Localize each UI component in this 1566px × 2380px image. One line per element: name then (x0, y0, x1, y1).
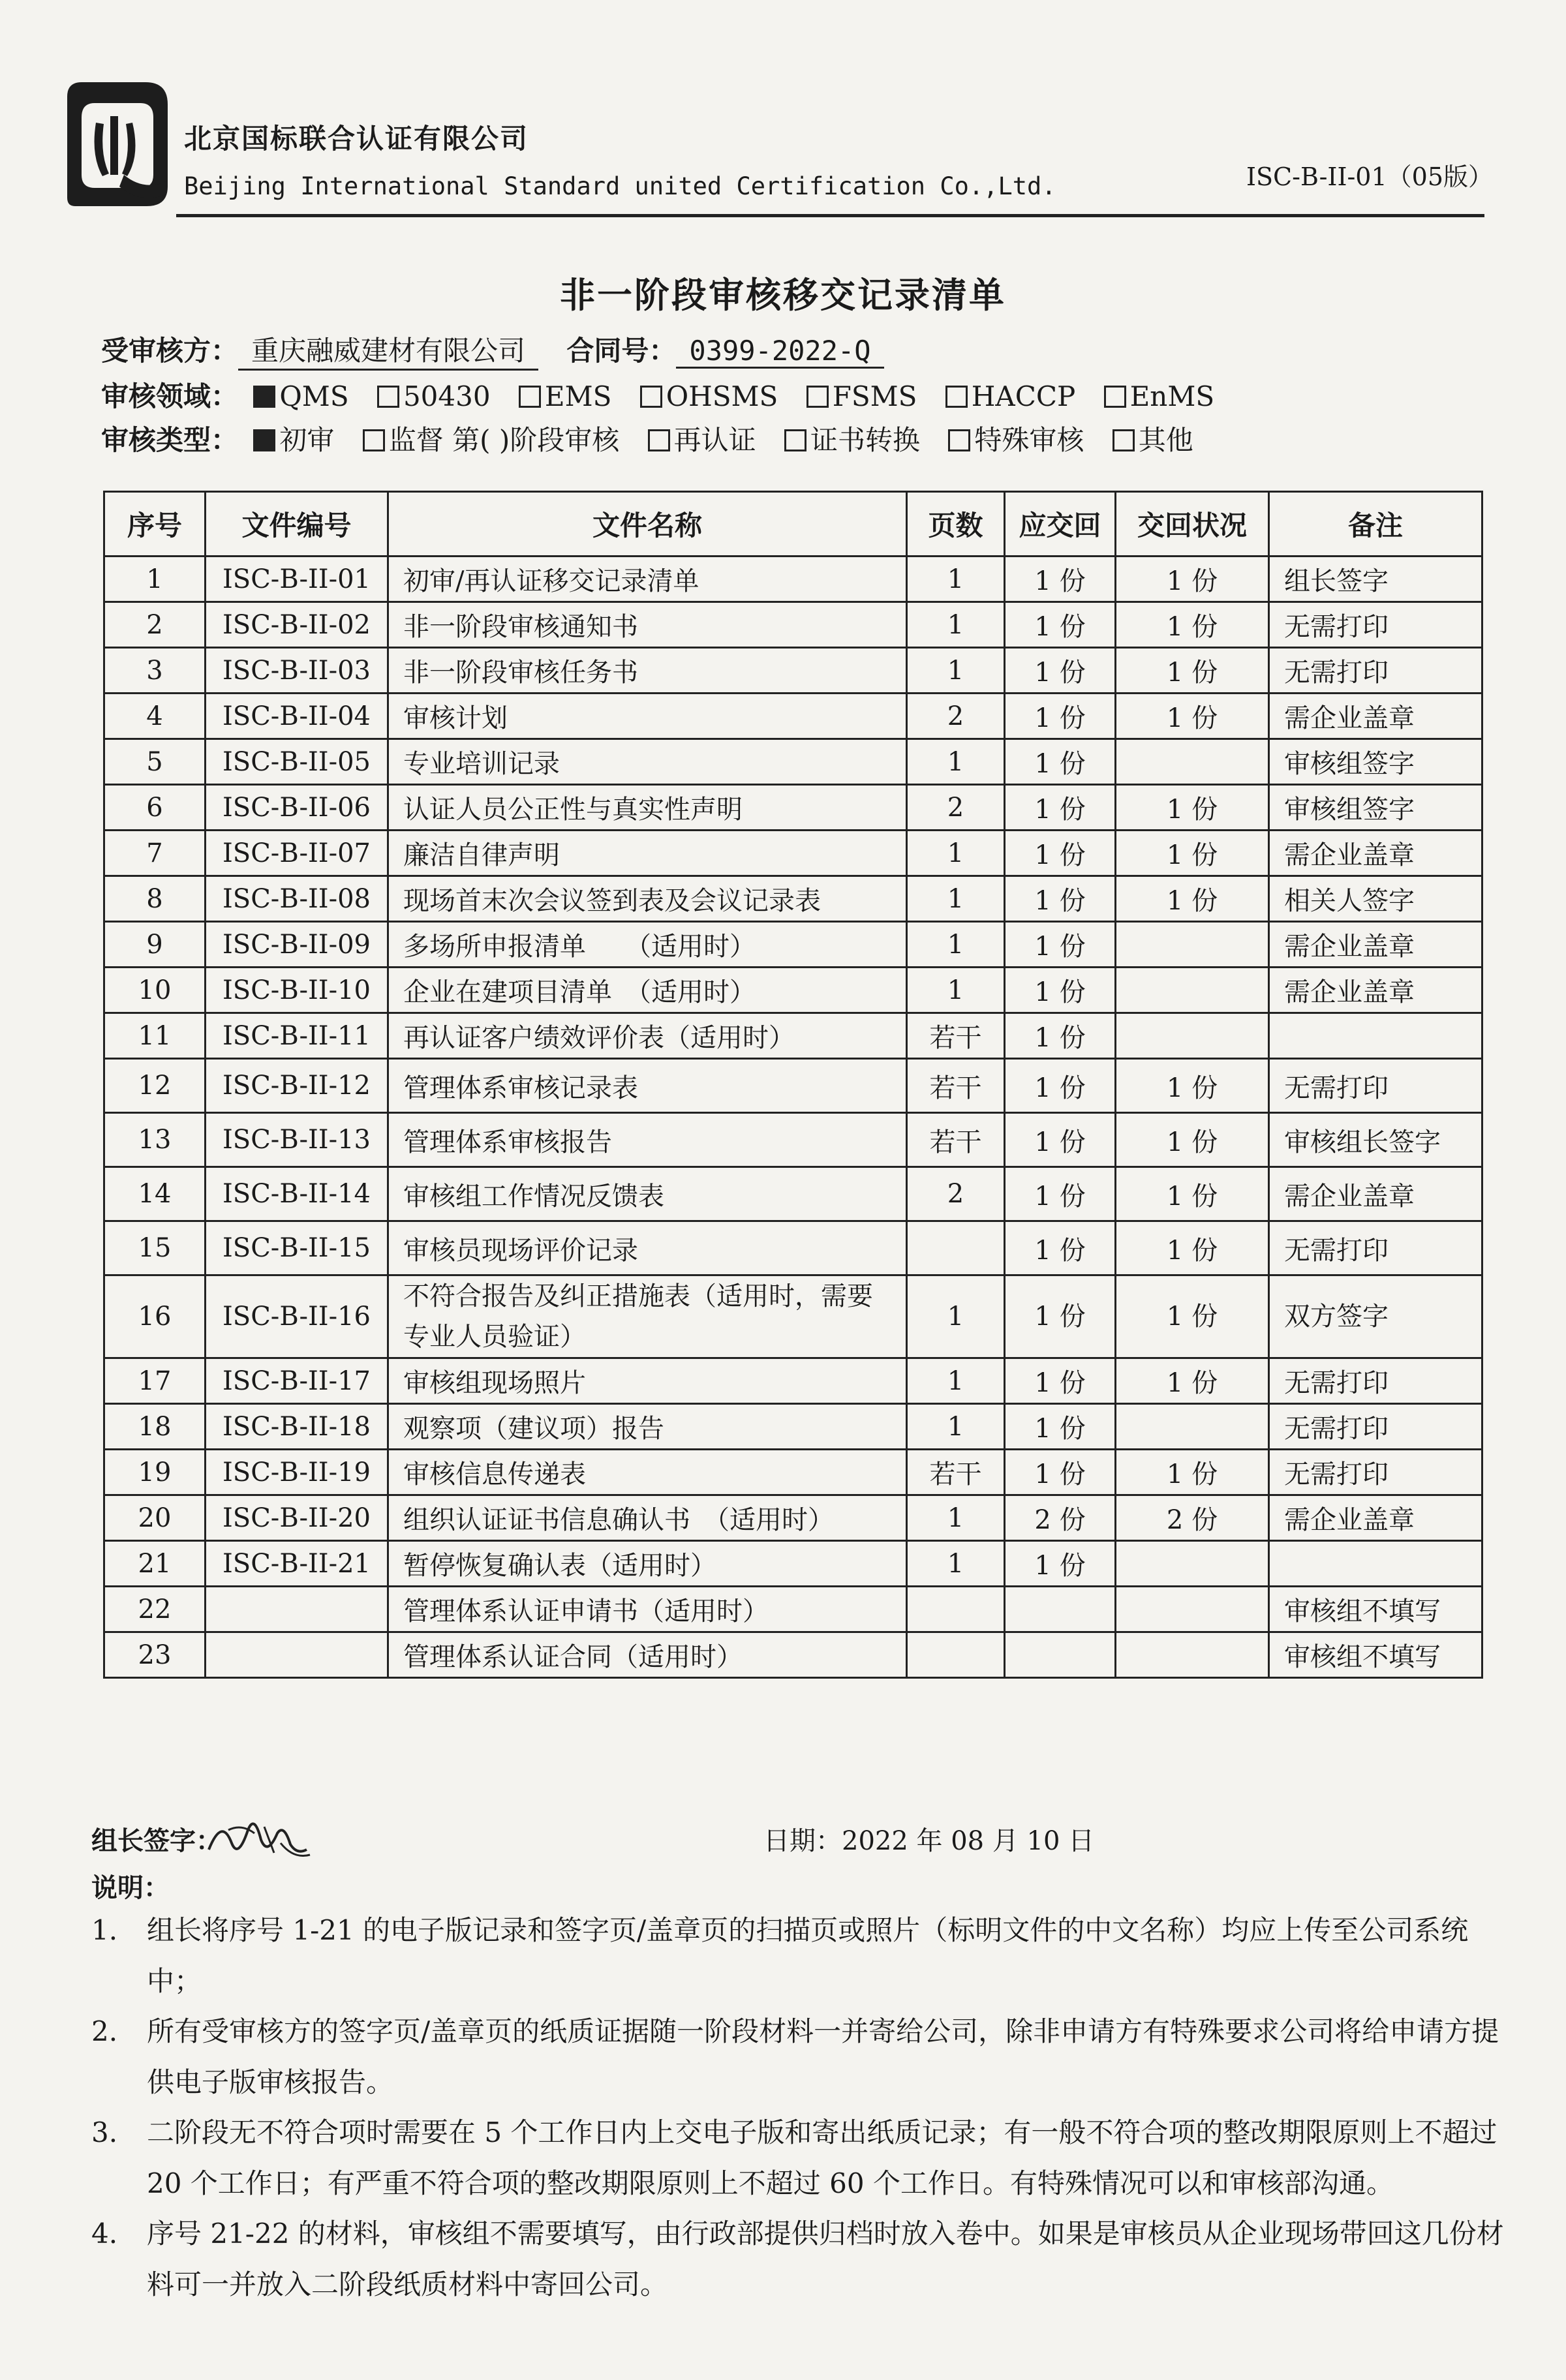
cell-due: 1 份 (1005, 1541, 1116, 1587)
cell-remarks: 需企业盖章 (1269, 1495, 1482, 1541)
cell-remarks: 相关人签字 (1269, 876, 1482, 922)
cell-remarks: 组长签字 (1269, 557, 1482, 602)
cell-pages: 若干 (907, 1450, 1005, 1495)
cell-seq: 21 (104, 1541, 206, 1587)
cell-remarks (1269, 1541, 1482, 1587)
cell-returned: 1 份 (1116, 831, 1269, 876)
cell-doc-name: 再认证客户绩效评价表（适用时） (388, 1013, 907, 1059)
cell-seq: 14 (104, 1167, 206, 1221)
cell-pages (907, 1632, 1005, 1678)
cell-seq: 7 (104, 831, 206, 876)
date: 日期：2022 年 08 月 10 日 (763, 1826, 1095, 1856)
cell-due: 2 份 (1005, 1495, 1116, 1541)
table-body (104, 557, 1482, 1678)
cell-pages (907, 1221, 1005, 1275)
table-row (104, 1013, 1482, 1059)
cell-doc-code: ISC-B-II-10 (206, 968, 388, 1013)
header-doc-name: 文件名称 (388, 492, 907, 557)
cell-due: 1 份 (1005, 1404, 1116, 1450)
cell-remarks: 双方签字 (1269, 1275, 1482, 1358)
cell-doc-code: ISC-B-II-02 (206, 602, 388, 648)
cell-returned: 2 份 (1116, 1495, 1269, 1541)
cell-pages (907, 1587, 1005, 1632)
checkbox-icon (1104, 386, 1126, 408)
cell-doc-name: 不符合报告及纠正措施表（适用时，需要专业人员验证） (388, 1275, 907, 1358)
cell-doc-name: 审核组工作情况反馈表 (388, 1167, 907, 1221)
cell-remarks: 无需打印 (1269, 648, 1482, 694)
cell-returned: 1 份 (1116, 1113, 1269, 1167)
cell-doc-name: 廉洁自律声明 (388, 831, 907, 876)
notes-title: 说明： (91, 1872, 170, 1903)
cell-pages: 1 (907, 831, 1005, 876)
transfer-record-table (103, 491, 1483, 1679)
cell-seq: 5 (104, 739, 206, 785)
cell-remarks: 审核组签字 (1269, 785, 1482, 831)
cell-due (1005, 1632, 1116, 1678)
cell-returned: 1 份 (1116, 648, 1269, 694)
cell-due: 1 份 (1005, 1113, 1116, 1167)
domain-label: 审核领域： (101, 380, 239, 412)
contract-label: 合同号： (566, 335, 677, 367)
cell-returned (1116, 1404, 1269, 1450)
type-option-initial[interactable]: 初审 (247, 424, 334, 456)
table-row (104, 831, 1482, 876)
cell-seq: 13 (104, 1113, 206, 1167)
cell-returned: 1 份 (1116, 1167, 1269, 1221)
domain-option-ems[interactable]: EMS (512, 380, 611, 412)
contract-value: 0399-2022-Q (676, 335, 883, 369)
cell-pages: 若干 (907, 1059, 1005, 1113)
cell-remarks: 需企业盖章 (1269, 1167, 1482, 1221)
table-row (104, 968, 1482, 1013)
cell-returned: 1 份 (1116, 785, 1269, 831)
domain-option-50430[interactable]: 50430 (371, 380, 491, 412)
cell-doc-name: 非一阶段审核任务书 (388, 648, 907, 694)
cell-doc-code: ISC-B-II-17 (206, 1358, 388, 1404)
cell-seq: 11 (104, 1013, 206, 1059)
cell-returned: 1 份 (1116, 602, 1269, 648)
cell-seq: 1 (104, 557, 206, 602)
cell-pages: 1 (907, 1358, 1005, 1404)
cell-returned: 1 份 (1116, 876, 1269, 922)
cell-doc-code: ISC-B-II-12 (206, 1059, 388, 1113)
cell-remarks: 无需打印 (1269, 1404, 1482, 1450)
company-logo (62, 77, 173, 211)
cell-doc-code: ISC-B-II-04 (206, 694, 388, 739)
cell-returned: 1 份 (1116, 557, 1269, 602)
cell-pages: 1 (907, 1541, 1005, 1587)
table-header-row (104, 492, 1482, 557)
cell-due: 1 份 (1005, 876, 1116, 922)
cell-pages: 1 (907, 1275, 1005, 1358)
checkbox-icon (1113, 429, 1135, 451)
header-doc-code: 文件编号 (206, 492, 388, 557)
cell-seq: 18 (104, 1404, 206, 1450)
checkbox-icon (806, 386, 829, 408)
cell-seq: 4 (104, 694, 206, 739)
cell-doc-code: ISC-B-II-08 (206, 876, 388, 922)
cell-doc-code: ISC-B-II-21 (206, 1541, 388, 1587)
cell-remarks: 需企业盖章 (1269, 694, 1482, 739)
cell-seq: 20 (104, 1495, 206, 1541)
table-row (104, 602, 1482, 648)
cell-remarks: 审核组不填写 (1269, 1632, 1482, 1678)
cell-doc-code: ISC-B-II-03 (206, 648, 388, 694)
cell-doc-name: 管理体系审核记录表 (388, 1059, 907, 1113)
cell-remarks: 无需打印 (1269, 602, 1482, 648)
checkbox-icon (519, 386, 541, 408)
company-name-en: Beijing International Standard united Certification Co.,Ltd. (184, 172, 1056, 200)
cell-due: 1 份 (1005, 1358, 1116, 1404)
cell-due: 1 份 (1005, 831, 1116, 876)
cell-remarks: 无需打印 (1269, 1358, 1482, 1404)
cell-doc-name: 审核组现场照片 (388, 1358, 907, 1404)
table-row (104, 876, 1482, 922)
checkbox-icon (363, 429, 385, 451)
type-option-surveillance[interactable]: 监督 第( )阶段审核 (356, 424, 619, 456)
table-row (104, 739, 1482, 785)
cell-due: 1 份 (1005, 557, 1116, 602)
cell-doc-code: ISC-B-II-19 (206, 1450, 388, 1495)
cell-doc-code: ISC-B-II-01 (206, 557, 388, 602)
audit-type-line (101, 419, 1206, 458)
cell-pages: 1 (907, 922, 1005, 968)
cell-pages: 2 (907, 1167, 1005, 1221)
cell-doc-code: ISC-B-II-06 (206, 785, 388, 831)
cell-remarks: 无需打印 (1269, 1059, 1482, 1113)
table-row (104, 1495, 1482, 1541)
type-option-transfer[interactable]: 证书转换 (778, 424, 920, 456)
cell-seq: 17 (104, 1358, 206, 1404)
cell-due: 1 份 (1005, 1167, 1116, 1221)
table-row (104, 1450, 1482, 1495)
cell-seq: 9 (104, 922, 206, 968)
table-row (104, 1404, 1482, 1450)
cell-seq: 22 (104, 1587, 206, 1632)
cell-pages: 2 (907, 785, 1005, 831)
cell-returned (1116, 968, 1269, 1013)
cell-pages: 1 (907, 648, 1005, 694)
cell-doc-code: ISC-B-II-16 (206, 1275, 388, 1358)
auditee-line (101, 329, 884, 371)
cell-pages: 2 (907, 694, 1005, 739)
cell-doc-name: 管理体系审核报告 (388, 1113, 907, 1167)
type-option-other[interactable]: 其他 (1106, 424, 1193, 456)
cell-remarks: 审核组签字 (1269, 739, 1482, 785)
checkbox-icon (648, 429, 670, 451)
cell-seq: 6 (104, 785, 206, 831)
cell-pages: 1 (907, 602, 1005, 648)
checkbox-checked-icon (253, 386, 275, 408)
cell-remarks (1269, 1013, 1482, 1059)
cell-returned: 1 份 (1116, 694, 1269, 739)
page-title: 非一阶段审核移交记录清单 (560, 274, 1006, 316)
cell-doc-code: ISC-B-II-18 (206, 1404, 388, 1450)
audit-domain-line (101, 375, 1227, 414)
cell-doc-code (206, 1587, 388, 1632)
cell-doc-name: 管理体系认证合同（适用时） (388, 1632, 907, 1678)
cell-seq: 19 (104, 1450, 206, 1495)
cell-doc-name: 非一阶段审核通知书 (388, 602, 907, 648)
table-row (104, 648, 1482, 694)
cell-due: 1 份 (1005, 1221, 1116, 1275)
header-seq: 序号 (104, 492, 206, 557)
cell-due: 1 份 (1005, 1450, 1116, 1495)
note-item: 3. 二阶段无不符合项时需要在 5 个工作日内上交电子版和寄出纸质记录；有一般不符合项的整改期限原则上不超过 20 个工作日；有严重不符合项的整改期限原则上不超过 60 个工作日。有特殊情况可以和审核部沟通。 (91, 2116, 1497, 2199)
cell-doc-name: 观察项（建议项）报告 (388, 1404, 907, 1450)
cell-doc-code: ISC-B-II-13 (206, 1113, 388, 1167)
checkbox-icon (945, 386, 968, 408)
table-row (104, 1587, 1482, 1632)
cell-returned: 1 份 (1116, 1221, 1269, 1275)
cell-doc-name: 初审/再认证移交记录清单 (388, 557, 907, 602)
cell-returned (1116, 1541, 1269, 1587)
table-row (104, 1358, 1482, 1404)
table-row (104, 1541, 1482, 1587)
table-row (104, 1167, 1482, 1221)
cell-seq: 16 (104, 1275, 206, 1358)
cell-seq: 23 (104, 1632, 206, 1678)
cell-due: 1 份 (1005, 785, 1116, 831)
cell-due: 1 份 (1005, 1059, 1116, 1113)
table-row (104, 694, 1482, 739)
domain-option-haccp[interactable]: HACCP (939, 380, 1076, 412)
cell-remarks: 无需打印 (1269, 1450, 1482, 1495)
note-item: 2. 所有受审核方的签字页/盖章页的纸质证据随一阶段材料一并寄给公司，除非申请方有特殊要求公司将给申请方提供电子版审核报告。 (91, 2015, 1499, 2098)
cell-remarks: 审核组不填写 (1269, 1587, 1482, 1632)
cell-returned: 1 份 (1116, 1275, 1269, 1358)
cell-doc-name: 多场所申报清单 （适用时） (388, 922, 907, 968)
cell-doc-name: 企业在建项目清单 （适用时） (388, 968, 907, 1013)
table-row (104, 557, 1482, 602)
cell-doc-name: 审核信息传递表 (388, 1450, 907, 1495)
table-row (104, 785, 1482, 831)
cell-due: 1 份 (1005, 1013, 1116, 1059)
checkbox-icon (640, 386, 662, 408)
checkbox-checked-icon (253, 429, 275, 451)
note-item: 1. 组长将序号 1-21 的电子版记录和签字页/盖章页的扫描页或照片（标明文件的中文名称）均应上传至公司系统中； (91, 1914, 1469, 1997)
cell-doc-name: 暂停恢复确认表（适用时） (388, 1541, 907, 1587)
cell-seq: 8 (104, 876, 206, 922)
document-code: ISC-B-II-01（05版） (1246, 162, 1493, 191)
cell-remarks: 审核组长签字 (1269, 1113, 1482, 1167)
table-row (104, 1221, 1482, 1275)
cell-due: 1 份 (1005, 968, 1116, 1013)
table-row (104, 922, 1482, 968)
cell-returned (1116, 1587, 1269, 1632)
cell-returned (1116, 1013, 1269, 1059)
cell-doc-code: ISC-B-II-15 (206, 1221, 388, 1275)
header-pages: 页数 (907, 492, 1005, 557)
checkbox-icon (784, 429, 806, 451)
cell-seq: 2 (104, 602, 206, 648)
cell-pages: 若干 (907, 1113, 1005, 1167)
cell-doc-code: ISC-B-II-11 (206, 1013, 388, 1059)
table-row (104, 1632, 1482, 1678)
cell-doc-code: ISC-B-II-07 (206, 831, 388, 876)
cell-pages: 1 (907, 557, 1005, 602)
company-name-cn: 北京国标联合认证有限公司 (184, 123, 529, 155)
domain-option-qms[interactable]: QMS (247, 380, 348, 412)
table-row (104, 1113, 1482, 1167)
checkbox-icon (948, 429, 970, 451)
cell-pages: 1 (907, 968, 1005, 1013)
cell-remarks: 需企业盖章 (1269, 968, 1482, 1013)
cell-seq: 15 (104, 1221, 206, 1275)
cell-seq: 3 (104, 648, 206, 694)
cell-doc-code (206, 1632, 388, 1678)
header-remarks: 备注 (1269, 492, 1482, 557)
cell-returned (1116, 922, 1269, 968)
cell-returned: 1 份 (1116, 1450, 1269, 1495)
auditee-value: 重庆融威建材有限公司 (238, 329, 538, 371)
leader-signature-label: 组长签字： (91, 1825, 222, 1856)
auditee-label: 受审核方： (101, 335, 239, 367)
cell-remarks: 需企业盖章 (1269, 831, 1482, 876)
cell-doc-code: ISC-B-II-05 (206, 739, 388, 785)
cell-doc-name: 审核员现场评价记录 (388, 1221, 907, 1275)
cell-due: 1 份 (1005, 1275, 1116, 1358)
cell-pages: 若干 (907, 1013, 1005, 1059)
type-label: 审核类型： (101, 424, 239, 456)
cell-doc-name: 专业培训记录 (388, 739, 907, 785)
cell-due: 1 份 (1005, 694, 1116, 739)
cell-remarks: 需企业盖章 (1269, 922, 1482, 968)
cell-due: 1 份 (1005, 602, 1116, 648)
cell-pages: 1 (907, 876, 1005, 922)
checkbox-icon (377, 386, 399, 408)
header-returned: 交回状况 (1116, 492, 1269, 557)
header-divider (176, 214, 1484, 217)
cell-due (1005, 1587, 1116, 1632)
type-option-recertification[interactable]: 再认证 (641, 424, 756, 456)
cell-due: 1 份 (1005, 922, 1116, 968)
cell-seq: 10 (104, 968, 206, 1013)
cell-doc-code: ISC-B-II-09 (206, 922, 388, 968)
cell-doc-name: 审核计划 (388, 694, 907, 739)
cell-seq: 12 (104, 1059, 206, 1113)
cell-doc-code: ISC-B-II-20 (206, 1495, 388, 1541)
cell-pages: 1 (907, 739, 1005, 785)
table-row (104, 1275, 1482, 1358)
domain-option-fsms[interactable]: FSMS (800, 380, 917, 412)
cell-doc-name: 管理体系认证申请书（适用时） (388, 1587, 907, 1632)
cell-doc-name: 认证人员公正性与真实性声明 (388, 785, 907, 831)
cell-pages: 1 (907, 1495, 1005, 1541)
cell-doc-name: 现场首末次会议签到表及会议记录表 (388, 876, 907, 922)
cell-doc-code: ISC-B-II-14 (206, 1167, 388, 1221)
table-row (104, 1059, 1482, 1113)
cell-pages: 1 (907, 1404, 1005, 1450)
type-option-special[interactable]: 特殊审核 (942, 424, 1084, 456)
cell-doc-name: 组织认证证书信息确认书 （适用时） (388, 1495, 907, 1541)
cell-returned: 1 份 (1116, 1358, 1269, 1404)
domain-option-enms[interactable]: EnMS (1098, 380, 1215, 412)
cell-remarks: 无需打印 (1269, 1221, 1482, 1275)
cell-returned (1116, 1632, 1269, 1678)
domain-option-ohsms[interactable]: OHSMS (634, 380, 778, 412)
cell-due: 1 份 (1005, 739, 1116, 785)
cell-due: 1 份 (1005, 648, 1116, 694)
cell-returned (1116, 739, 1269, 785)
cell-returned: 1 份 (1116, 1059, 1269, 1113)
header-due: 应交回 (1005, 492, 1116, 557)
leader-signature-image (202, 1804, 313, 1869)
note-item: 4. 序号 21-22 的材料，审核组不需要填写，由行政部提供归档时放入卷中。如果是审核员从企业现场带回这几份材料可一并放入二阶段纸质材料中寄回公司。 (91, 2218, 1504, 2300)
